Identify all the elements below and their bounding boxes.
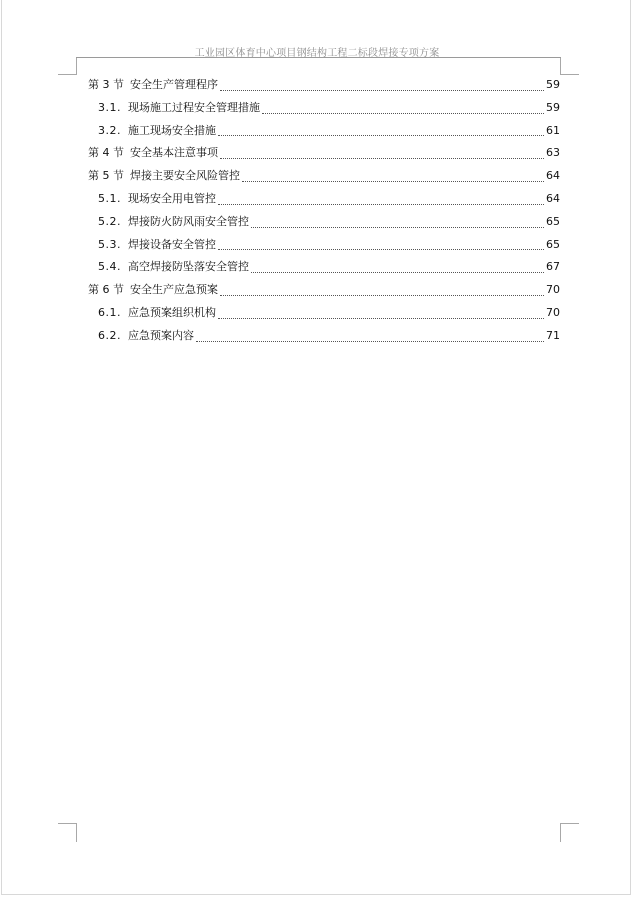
toc-entry[interactable] (88, 211, 560, 234)
toc-entry-page: 59 (546, 78, 560, 91)
toc-dot-leader (196, 341, 544, 342)
toc-entry-number: 6.1. (98, 305, 121, 319)
toc-entry[interactable] (88, 142, 560, 165)
toc-entry-title: 安全基本注意事项 (130, 146, 218, 160)
toc-entry[interactable] (88, 188, 560, 211)
toc-entry-title: 现场安全用电管控 (128, 191, 216, 205)
toc-entry-title: 焊接主要安全风险管控 (130, 169, 240, 183)
toc-entry[interactable] (88, 120, 560, 143)
toc-entry[interactable] (88, 279, 560, 302)
toc-dot-leader (220, 295, 544, 296)
table-of-contents (88, 74, 560, 348)
toc-dot-leader (220, 158, 544, 159)
toc-dot-leader (218, 318, 544, 319)
toc-entry-title: 安全生产应急预案 (130, 283, 218, 297)
toc-entry-title: 焊接防火防风雨安全管控 (128, 214, 249, 228)
header-rule (76, 57, 561, 58)
toc-entry-page: 71 (546, 328, 560, 342)
toc-entry-page: 70 (546, 283, 560, 297)
toc-entry[interactable] (88, 74, 560, 97)
toc-entry-page: 61 (546, 123, 560, 137)
toc-entry-number: 3.2. (98, 123, 121, 137)
toc-entry-number: 第 5 节 (88, 169, 124, 183)
page-header-title: 工业园区体育中心项目钢结构工程二标段焊接专项方案 (194, 48, 440, 59)
toc-entry[interactable] (88, 165, 560, 188)
toc-dot-leader (218, 204, 544, 205)
toc-dot-leader (242, 181, 544, 182)
toc-entry[interactable] (88, 302, 560, 325)
toc-entry-title: 焊接设备安全管控 (128, 237, 216, 251)
crop-mark-top-left (58, 58, 77, 75)
toc-entry-number: 5.2. (98, 214, 121, 228)
crop-mark-bottom-right (560, 823, 579, 842)
toc-entry-number: 5.4. (98, 260, 121, 274)
toc-entry-number: 第 6 节 (88, 283, 124, 297)
crop-mark-bottom-left (58, 823, 77, 842)
toc-entry-number: 第 4 节 (88, 146, 124, 160)
toc-entry-page: 64 (546, 191, 560, 205)
toc-entry[interactable] (88, 234, 560, 257)
toc-dot-leader (220, 90, 544, 91)
toc-entry-title: 安全生产管理程序 (130, 78, 218, 91)
toc-entry-page: 65 (546, 214, 560, 228)
toc-entry-title: 应急预案组织机构 (128, 305, 216, 319)
toc-entry-number: 3.1. (98, 100, 121, 114)
toc-entry-page: 59 (546, 100, 560, 114)
toc-dot-leader (262, 113, 544, 114)
toc-entry-number: 5.3. (98, 237, 121, 251)
toc-dot-leader (251, 227, 544, 228)
toc-entry[interactable] (88, 256, 560, 279)
toc-dot-leader (218, 249, 544, 250)
toc-entry-page: 67 (546, 260, 560, 274)
toc-dot-leader (251, 272, 544, 273)
toc-entry-number: 6.2. (98, 328, 121, 342)
toc-entry-title: 施工现场安全措施 (128, 123, 216, 137)
toc-entry-page: 70 (546, 305, 560, 319)
toc-entry-title: 高空焊接防坠落安全管控 (128, 260, 249, 274)
toc-entry[interactable] (88, 97, 560, 120)
toc-entry-page: 63 (546, 146, 560, 160)
toc-entry-page: 64 (546, 169, 560, 183)
toc-entry-title: 现场施工过程安全管理措施 (128, 100, 260, 114)
toc-dot-leader (218, 135, 544, 136)
toc-entry[interactable] (88, 325, 560, 348)
toc-entry-number: 第 3 节 (88, 78, 124, 91)
toc-entry-number: 5.1. (98, 191, 121, 205)
crop-mark-top-right (560, 58, 579, 75)
toc-entry-title: 应急预案内容 (128, 328, 194, 342)
toc-entry-page: 65 (546, 237, 560, 251)
